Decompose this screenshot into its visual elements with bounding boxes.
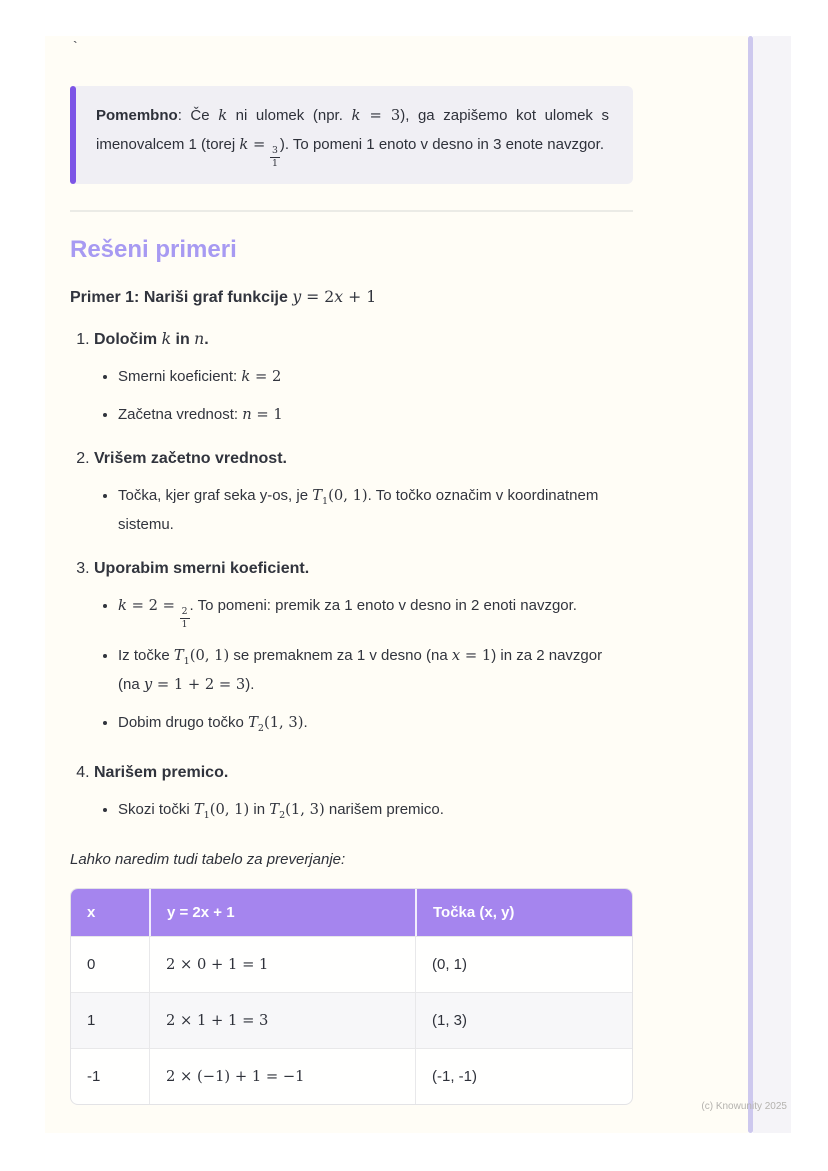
table-cell: 2 × 0 + 1 = 1 bbox=[149, 936, 415, 992]
step-title: Narišem premico. bbox=[94, 764, 229, 782]
table-cell: 2 × 1 + 1 = 3 bbox=[149, 992, 415, 1048]
copyright-footer: (c) Knowunity 2025 bbox=[701, 1101, 787, 1112]
bullet-item: • Skozi točki $T_1(0$, 1) in $T_2(1$, 3) narišem premico. bbox=[118, 798, 610, 827]
verification-note: Lahko naredim tudi tabelo za preverjanje: bbox=[70, 851, 346, 869]
bullet-item: • k = 2 = $\frac{2}{1}$ . To pomeni: premik za 1 enoto v desno in 2 enoti navzgor. bbox=[118, 594, 610, 630]
section-divider bbox=[70, 210, 633, 212]
table-row bbox=[71, 992, 632, 1048]
table-header-row bbox=[71, 889, 632, 936]
table-row bbox=[71, 1048, 632, 1104]
fraction: $\frac{3}{1}$ bbox=[271, 145, 278, 169]
stray-backtick: ` bbox=[73, 38, 78, 54]
bullet-item: • Točka, kjer graf seka y-os, je $T_1(0$, 1). To točko označim v koordinatnem sistemu. bbox=[118, 484, 610, 536]
table-body bbox=[71, 936, 632, 1104]
example-title: Primer 1: Nariši graf funkcije y = 2x + 1 bbox=[70, 286, 377, 306]
table-cell: 2 × (−1) + 1 = −1 bbox=[149, 1048, 415, 1104]
step-item bbox=[94, 448, 610, 536]
table-cell: (1, 3) bbox=[415, 992, 632, 1048]
table-header-cell: x bbox=[71, 889, 149, 936]
step-title: Določim k in n. bbox=[94, 328, 209, 348]
step-bullets bbox=[94, 798, 610, 827]
callout-text: Pomembno: Če k ni ulomek (npr. k = 3), ga zapišemo kot ulomek s imenovalcem 1 (torej k = $\frac{3}{1}$ ). To pomeni 1 enoto v desno in 3 enote navzgor. bbox=[96, 107, 610, 169]
step-bullets bbox=[94, 594, 610, 741]
step-title: Vrišem začetno vrednost. bbox=[94, 449, 287, 467]
document-page bbox=[45, 36, 748, 1133]
table-cell: (-1, -1) bbox=[415, 1048, 632, 1104]
steps-list bbox=[70, 328, 610, 827]
verification-table bbox=[70, 888, 633, 1105]
table-header-cell: y = 2x + 1 bbox=[149, 889, 415, 936]
table-cell: 1 bbox=[71, 992, 149, 1048]
step-bullets bbox=[94, 365, 610, 426]
fraction: $\frac{2}{1}$ bbox=[181, 605, 188, 630]
bullet-item: • Smerni koeficient: k = 2 bbox=[118, 365, 610, 388]
right-margin-strip bbox=[753, 36, 791, 1133]
step-item bbox=[94, 762, 610, 827]
section-heading: Rešeni primeri bbox=[70, 235, 237, 263]
step-item bbox=[94, 558, 610, 741]
table-header-cell: Točka (x, y) bbox=[415, 889, 632, 936]
table-row bbox=[71, 936, 632, 992]
table-cell: (0, 1) bbox=[415, 936, 632, 992]
table-cell: -1 bbox=[71, 1048, 149, 1104]
step-bullets bbox=[94, 484, 610, 536]
step-item bbox=[94, 328, 610, 426]
bullet-item: • Iz točke $T_1(0$, 1) se premaknem za 1 v desno (na x = 1) in za 2 navzgor (na y = 1 + 2 = 3). bbox=[118, 644, 610, 696]
table-cell: 0 bbox=[71, 936, 149, 992]
callout-accent-bar bbox=[70, 86, 76, 184]
bullet-item: • Začetna vrednost: n = 1 bbox=[118, 403, 610, 426]
page-content bbox=[45, 36, 633, 1105]
important-callout bbox=[70, 86, 633, 184]
step-title: Uporabim smerni koeficient. bbox=[94, 559, 310, 577]
table-head bbox=[71, 889, 632, 936]
bullet-item: • Dobim drugo točko $T_2(1$, 3). bbox=[118, 711, 610, 740]
